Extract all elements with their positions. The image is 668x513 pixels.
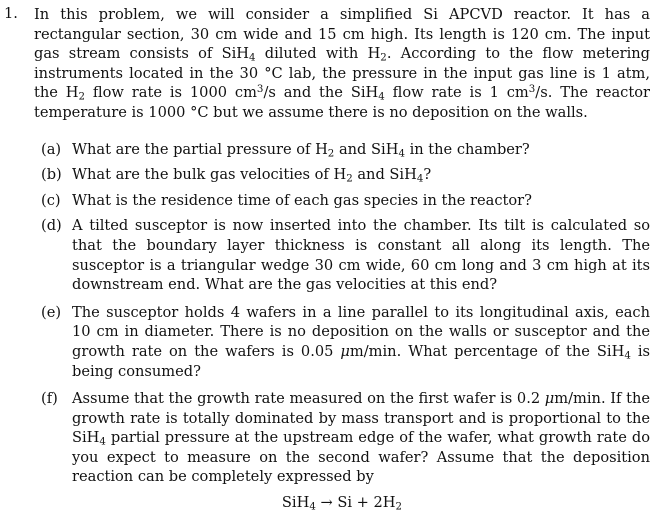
question-text: Assume that the growth rate measured on the first wafer is 0.2 <box>72 390 545 408</box>
question-label: (a) <box>41 140 62 158</box>
question-text: What are the bulk gas velocities of H <box>72 166 347 184</box>
subscript: 4 <box>398 148 405 160</box>
subscript: 4 <box>248 52 256 64</box>
intro-text: In this problem, we will consider a simplified Si APCVD reactor. It has a rectangular section, 30 cm wide and 15 cm high. Its length is 120 cm. The input gas stream consists of SiH <box>34 6 650 63</box>
question-text: ? <box>423 166 432 184</box>
question-text: partial pressure at the upstream edge of the wafer, what growth rate do you expect to measure on the second wafer? Assume that the deposition reaction can be completely expressed by <box>72 429 650 486</box>
question-text: m/min. What percentage of the SiH <box>349 342 625 360</box>
question-text: m/min. If the growth rate is totally dominated by mass transport and is proportional to the SiH <box>72 390 650 447</box>
intro-text: /s. The reactor temperature is 1000 °C but we assume there is no deposition on the walls. <box>34 84 650 121</box>
superscript: 3 <box>256 84 264 96</box>
subscript: 2 <box>395 501 403 513</box>
intro-text: . According to the flow metering instruments located in the 30 °C lab, the pressure in the input gas line is 1 atm, the H <box>34 45 651 102</box>
question-e <box>34 303 650 381</box>
superscript: 3 <box>528 84 536 96</box>
subscript: 4 <box>309 501 316 513</box>
question-text: What are the partial pressure of H <box>72 140 328 158</box>
question-a <box>34 140 650 160</box>
intro-text: /s and the SiH <box>263 84 379 102</box>
question-label: (b) <box>41 166 62 184</box>
question-f <box>34 389 650 487</box>
question-text: is being consumed? <box>72 342 650 380</box>
subscript: 4 <box>99 436 106 448</box>
equation-text: SiH <box>281 494 310 512</box>
subscript: 2 <box>327 148 335 160</box>
question-text: and SiH <box>352 166 417 184</box>
problem-intro <box>34 5 650 123</box>
intro-text: diluted with H <box>255 45 381 63</box>
reaction-equation <box>34 493 650 513</box>
question-list <box>34 140 650 488</box>
question-b <box>34 165 650 185</box>
question-text: in the chamber? <box>404 140 530 158</box>
subscript: 2 <box>346 173 353 185</box>
intro-text: flow rate is 1 cm <box>384 84 529 102</box>
question-text: The susceptor holds 4 wafers in a line parallel to its longitudinal axis, each 10 cm in diameter. There is no deposition on the walls or susceptor and the growth rate on the wafers is 0.05 <box>72 303 650 360</box>
problem-1 <box>4 5 650 513</box>
mu-symbol: μ <box>340 342 350 360</box>
question-text: A tilted susceptor is now inserted into the chamber. Its tilt is calculated so that the boundary layer thickness is constant all along its length. The susceptor is a triangular wedge 30 cm wide, 60 cm long and 3 cm high at its downstream end. What are the gas velocities at this end? <box>72 217 650 294</box>
question-d <box>34 216 650 294</box>
subscript: 2 <box>78 91 86 103</box>
question-c <box>34 191 650 211</box>
mu-symbol: μ <box>544 390 555 408</box>
question-label: (f) <box>41 390 58 408</box>
question-text: and SiH <box>334 140 399 158</box>
question-label: (c) <box>41 191 61 209</box>
subscript: 4 <box>416 173 424 185</box>
question-label: (e) <box>41 303 62 321</box>
problem-number: 1. <box>4 5 18 22</box>
equation-text: → Si + 2H <box>315 494 396 512</box>
subscript: 4 <box>378 91 385 103</box>
question-label: (d) <box>41 217 62 235</box>
subscript: 4 <box>624 350 631 362</box>
intro-text: flow rate is 1000 cm <box>85 84 257 102</box>
question-text: What is the residence time of each gas species in the reactor? <box>72 191 532 209</box>
subscript: 2 <box>380 52 387 64</box>
